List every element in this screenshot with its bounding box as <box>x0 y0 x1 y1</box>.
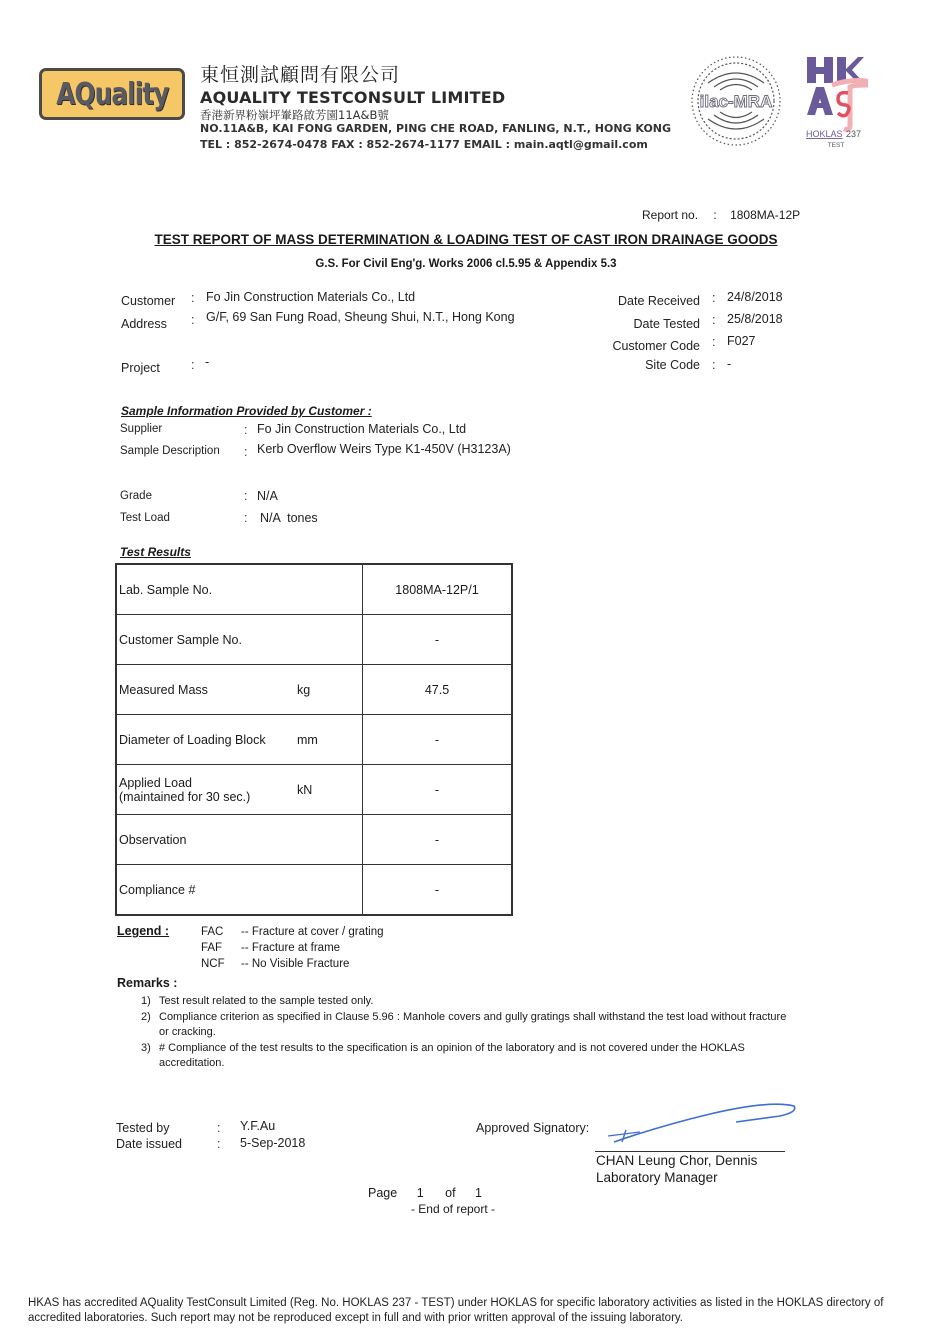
date-received-label: Date Received <box>618 294 700 308</box>
table-row <box>116 564 512 615</box>
svg-text:HOKLAS: HOKLAS <box>806 129 843 139</box>
end-of-report: - End of report - <box>410 1202 496 1216</box>
address-label: Address <box>121 317 167 331</box>
colon: : <box>191 291 195 305</box>
row-label-cell: Compliance # <box>116 865 363 916</box>
row-label-cell: Applied Load (maintained for 30 sec.) kN <box>116 765 363 815</box>
table-row <box>116 615 512 665</box>
company-contact: TEL : 852-2674-0478 FAX : 852-2674-1177 EMAIL : main.aqtl@gmail.com <box>200 138 648 151</box>
svg-text:TEST: TEST <box>827 142 845 149</box>
legend-item: FAC -- Fracture at cover / grating <box>201 926 384 938</box>
legend-item: NCF -- No Visible Fracture <box>201 958 350 970</box>
signatory-title: Laboratory Manager <box>596 1170 718 1185</box>
colon: : <box>217 1137 221 1151</box>
colon: : <box>217 1121 221 1135</box>
colon: : <box>191 358 195 372</box>
page-indicator <box>368 1186 482 1200</box>
grade-label: Grade <box>120 490 152 502</box>
customer-code-label: Customer Code <box>612 339 700 353</box>
svg-text:237: 237 <box>846 129 862 139</box>
colon: : <box>712 291 716 305</box>
approved-signatory-label: Approved Signatory: <box>476 1121 590 1135</box>
remarks-list <box>141 994 791 1072</box>
row-label-cell: Diameter of Loading Block mm <box>116 715 363 765</box>
page-total: 1 <box>475 1186 482 1200</box>
tested-by-label: Tested by <box>116 1121 170 1135</box>
lab-sample-no-value: 1808MA-12P/1 <box>363 564 513 615</box>
report-subtitle: G.S. For Civil Eng'g. Works 2006 cl.5.95 & Appendix 5.3 <box>315 258 617 270</box>
date-received-value: 24/8/2018 <box>727 290 783 304</box>
report-no-value: 1808MA-12P <box>730 208 801 222</box>
table-row <box>116 865 512 916</box>
page-label: Page <box>368 1186 398 1200</box>
colon: : <box>712 313 716 327</box>
compliance-value: - <box>363 865 513 916</box>
row-label-cell: Observation <box>116 815 363 865</box>
svg-text:ilac-MRA: ilac-MRA <box>699 92 773 111</box>
company-name-chinese: 東恒測試顧問有限公司 <box>200 64 401 86</box>
date-issued-label: Date issued <box>116 1137 183 1151</box>
legend-item: FAF -- Fracture at frame <box>201 942 341 954</box>
colon: : <box>712 358 716 372</box>
tested-by-value: Y.F.Au <box>240 1119 276 1133</box>
report-no-label: Report no. <box>642 208 699 222</box>
project-value: - <box>205 355 210 369</box>
company-address-chinese: 香港新界粉嶺坪輋路啟芳園11A&B號 <box>200 108 389 122</box>
signature-line <box>595 1151 785 1152</box>
hkas-logo-icon <box>804 55 868 150</box>
table-row <box>116 765 512 815</box>
colon: : <box>191 313 195 327</box>
observation-value: - <box>363 815 513 865</box>
logo-text: AQuality <box>55 76 169 112</box>
customer-label: Customer <box>121 294 176 308</box>
address-value: G/F, 69 San Fung Road, Sheung Shui, N.T., Hong Kong <box>206 310 515 324</box>
remark-item: 2) Compliance criterion as specified in Clause 5.96 : Manhole covers and gully gratings shall withstand the test load without fracture or cracking. <box>141 1011 787 1038</box>
remark-item: 3) # Compliance of the test results to the specification is an opinion of the laboratory and is not covered under the HOKLAS accreditation. <box>141 1042 745 1069</box>
date-issued-value: 5-Sep-2018 <box>240 1136 306 1150</box>
remark-item: 1) Test result related to the sample tested only. <box>141 995 374 1007</box>
customer-sample-no-value: - <box>363 615 513 665</box>
site-code-value: - <box>727 357 732 371</box>
table-row <box>116 815 512 865</box>
site-code-label: Site Code <box>645 358 700 372</box>
measured-mass-value: 47.5 <box>363 665 513 715</box>
colon: : <box>244 489 248 503</box>
date-tested-label: Date Tested <box>633 317 700 331</box>
company-address-english: NO.11A&B, KAI FONG GARDEN, PING CHE ROAD, FANLING, N.T., HONG KONG <box>200 122 672 135</box>
sample-info-heading: Sample Information Provided by Customer : <box>121 404 372 418</box>
page-number: 1 <box>416 1186 424 1200</box>
sample-description-label: Sample Description <box>120 445 220 457</box>
date-tested-value: 25/8/2018 <box>727 312 783 326</box>
remarks-heading: Remarks : <box>117 976 178 990</box>
loading-block-diameter-value: - <box>363 715 513 765</box>
report-title: TEST REPORT OF MASS DETERMINATION & LOADING TEST OF CAST IRON DRAINAGE GOODS <box>154 232 778 247</box>
legend-list <box>201 924 384 972</box>
aquality-logo <box>39 68 185 120</box>
table-row <box>116 715 512 765</box>
test-results-table <box>115 563 513 916</box>
test-load-value: N/A tones <box>260 511 318 525</box>
customer-value: Fo Jin Construction Materials Co., Ltd <box>206 290 416 304</box>
company-name-english: AQUALITY TESTCONSULT LIMITED <box>200 88 506 107</box>
colon: : <box>713 208 717 222</box>
test-load-label: Test Load <box>120 512 170 524</box>
signatory-name: CHAN Leung Chor, Dennis <box>596 1153 758 1168</box>
row-label-cell: Measured Mass kg <box>116 665 363 715</box>
applied-load-value: - <box>363 765 513 815</box>
project-label: Project <box>121 361 160 375</box>
sample-description-value: Kerb Overflow Weirs Type K1-450V (H3123A) <box>257 442 511 456</box>
colon: : <box>244 445 248 459</box>
customer-code-value: F027 <box>727 334 756 348</box>
of-label: of <box>445 1186 456 1200</box>
table-row <box>116 665 512 715</box>
row-label-cell: Lab. Sample No. <box>116 564 363 615</box>
supplier-value: Fo Jin Construction Materials Co., Ltd <box>257 422 467 436</box>
legend-heading: Legend : <box>117 924 170 938</box>
grade-value: N/A <box>257 489 278 503</box>
ilac-mra-logo-icon <box>688 53 784 149</box>
test-results-heading: Test Results <box>120 545 191 559</box>
report-number <box>642 208 800 222</box>
colon: : <box>244 511 248 525</box>
colon: : <box>712 335 716 349</box>
signature-icon <box>600 1098 800 1148</box>
row-label-cell: Customer Sample No. <box>116 615 363 665</box>
accreditation-footer: HKAS has accredited AQuality TestConsult Limited (Reg. No. HOKLAS 237 - TEST) under HOKLAS for specific laboratory activities as listed in the HOKLAS directory of accredited laboratories. Such report may not be reproduced except in full and with prior written approval of the issuing laboratory. <box>28 1297 884 1324</box>
colon: : <box>244 423 248 437</box>
supplier-label: Supplier <box>120 423 163 435</box>
